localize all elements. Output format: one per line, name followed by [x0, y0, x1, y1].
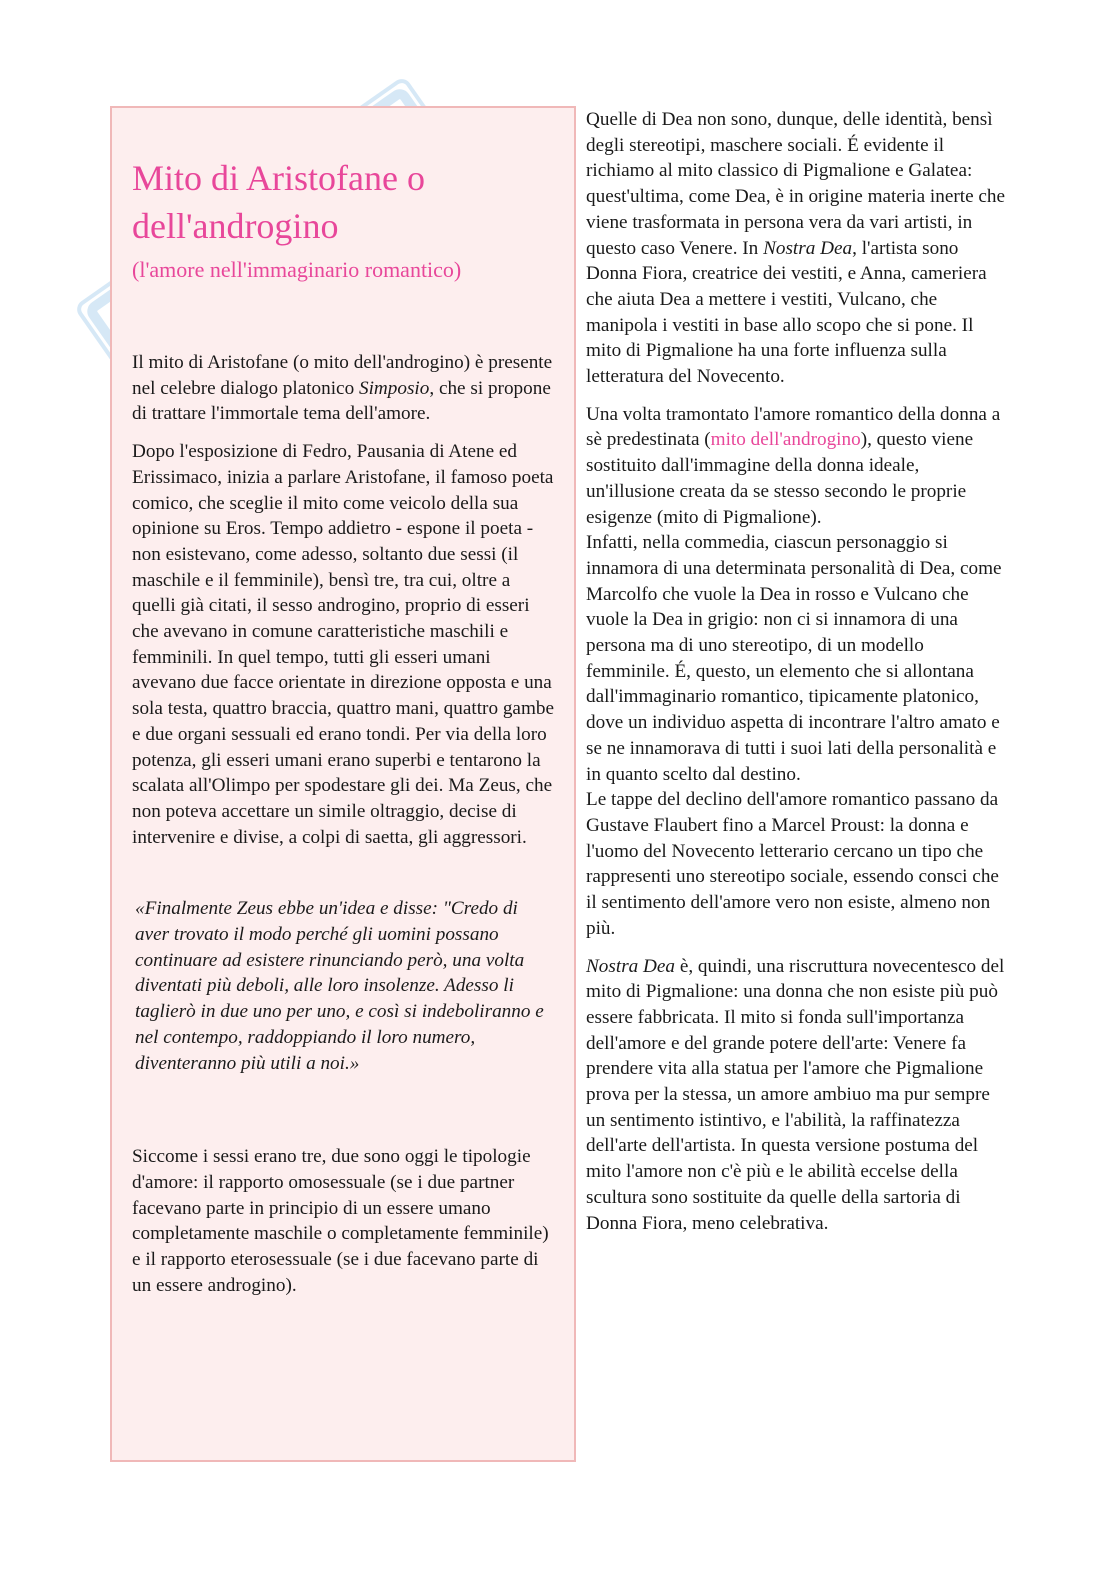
page-subtitle: (l'amore nell'immaginario romantico) [132, 257, 462, 282]
romantic-love-paragraph: Una volta tramontato l'amore romantico della donna a sè predestinata (mito dell'androgino), questo viene sostituito dall'immagine della donna ideale, un'illusione creata da se stesso secondo le proprie esigenze (mito di Pigmalione). Infatti, nella commedia, ciascun personaggio si innamora di una determinata personalità di Dea, come Marcolfo che vuole la Dea in rosso e Vulcano che vuole la Dea in grigio: non ci si innamora di una persona ma di uno stereotipo, di un modello femminile. É, questo, un elemento che si allontana dall'immaginario romantico, tipicamente platonico, dove un individuo aspetta di incontrare l'altro amato e se ne innamorava di tutti i suoi lati della personalità e in quanto scelto dal destino. Le tappe del declino dell'amore romantico passano da Gustave Flaubert fino a Marcel Proust: la donna e l'uomo del Novecento letterario cercano un tipo che rappresenti uno stereotipo sociale, essendo consci che il sentimento dell'amore vero non esiste, almeno non più. [586, 403, 1002, 939]
zeus-quote: «Finalmente Zeus ebbe un'idea e disse: "Credo di aver trovato il modo perché gli uomini possano continuare ad esistere rinunciando però, una volta diventati più deboli, alle loro insolenze. Adesso li taglierò in due uno per uno, e così si indeboliranno e nel contempo, raddoppiando il loro numero, diventeranno più utili a noi.» [135, 898, 544, 1074]
simposio-title: Simposio [358, 377, 430, 399]
conclusion-paragraph: Nostra Dea è, quindi, una riscruttura novecentesco del mito di Pigmalione: una donna che non esiste più può essere fabbricata. Il mito si fonda sull'importanza dell'amore e del grande potere dell'arte: Venere fa prendere vita alla statua per l'amore che Pigmalione prova per la stessa, un amore ambiuo ma pur sempre un sentimento istintivo, e l'abilità, la raffinatezza dell'arte dell'artista. In questa versione postuma del mito l'amore non c'è più e le abilità eccelse della scultura sono sostituite da quelle della sartoria di Donna Fiora, meno celebrativa. [586, 955, 1005, 1234]
nostra-dea-title: Nostra Dea [763, 237, 853, 259]
page-title: Mito di Aristofane o dell'androgino [132, 158, 425, 246]
androgino-link[interactable]: mito dell'androgino [710, 429, 861, 451]
left-column-box [110, 106, 576, 1462]
nostra-dea-title-2: Nostra Dea [586, 955, 676, 977]
love-types-paragraph: Siccome i sessi erano tre, due sono oggi le tipologie d'amore: il rapporto omosessuale (se i due partner facevano parte in principio di un essere umano completamente maschile o completamente femminile) e il rapporto eterosessuale (se i due facevano parte di un essere androgino). [132, 1146, 549, 1296]
aristofane-paragraph: Dopo l'esposizione di Fedro, Pausania di Atene ed Erissimaco, inizia a parlare Aristofane, il famoso poeta comico, che sceglie il mito come veicolo della sua opinione su Eros. Tempo addietro - espone il poeta - non esistevano, come adesso, soltanto due sessi (il maschile e il femminile), bensì tre, tra cui, oltre a quelli già citati, il sesso androgino, proprio di esseri che avevano in comune caratteristiche maschili e femminili. In quel tempo, tutti gli esseri umani avevano due facce orientate in direzione opposta e una sola testa, quattro braccia, quattro mani, quattro gambe e due organi sessuali ed erano tondi. Per via della loro potenza, gli esseri umani erano superbi e tentarono la scalata all'Olimpo per spodestare gli dei. Ma Zeus, che non poteva accettare un simile oltraggio, decise di intervenire e divise, a colpi di saetta, gli aggressori. [132, 441, 554, 848]
intro-paragraph: Il mito di Aristofane (o mito dell'androgino) è presente nel celebre dialogo platonico Simposio, che si propone di trattare l'immortale tema dell'amore. [132, 352, 553, 425]
right-column [586, 107, 1011, 1236]
dea-paragraph: Quelle di Dea non sono, dunque, delle identità, bensì degli stereotipi, maschere sociali. É evidente il richiamo al mito classico di Pigmalione e Galatea: quest'ultima, come Dea, è in origine materia inerte che viene trasformata in persona vera da vari artisti, in questo caso Venere. In Nostra Dea, l'artista sono Donna Fiora, creatrice dei vestiti, e Anna, cameriera che aiuta Dea a mettere i vestiti, Vulcano, che manipola i vestiti in base allo scopo che si pone. Il mito di Pigmalione ha una forte influenza sulla letteratura del Novecento. [586, 109, 1006, 388]
